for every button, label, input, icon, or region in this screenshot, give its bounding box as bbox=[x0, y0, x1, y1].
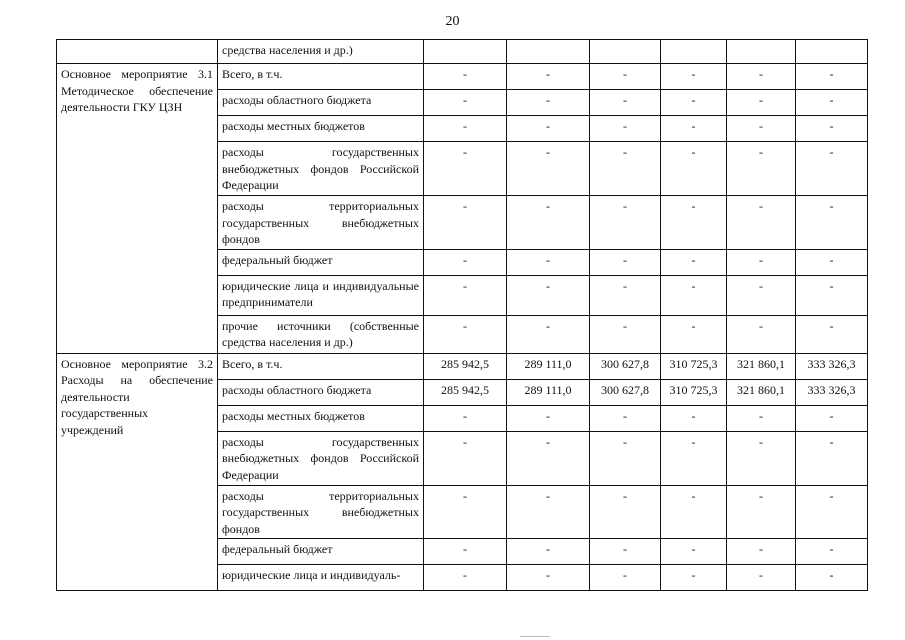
value-cell: - bbox=[590, 64, 661, 90]
funding-source-cell: расходы территориальных государственных внебюджетных фондов bbox=[218, 485, 424, 539]
value-cell: - bbox=[661, 249, 727, 275]
value-cell: 310 725,3 bbox=[661, 379, 727, 405]
value-cell: - bbox=[727, 405, 796, 431]
funding-source-cell: юридические лица и индивидуальные предприниматели bbox=[218, 275, 424, 315]
value-cell bbox=[727, 40, 796, 64]
value-cell: - bbox=[424, 539, 507, 565]
value-cell: - bbox=[507, 539, 590, 565]
budget-table bbox=[56, 39, 868, 591]
value-cell bbox=[796, 40, 868, 64]
value-cell: - bbox=[424, 565, 507, 591]
value-cell: - bbox=[424, 315, 507, 353]
value-cell: - bbox=[507, 315, 590, 353]
value-cell: - bbox=[796, 64, 868, 90]
value-cell bbox=[590, 40, 661, 64]
value-cell: - bbox=[661, 196, 727, 250]
value-cell: - bbox=[507, 142, 590, 196]
value-cell: - bbox=[727, 275, 796, 315]
value-cell: 310 725,3 bbox=[661, 353, 727, 379]
table-row bbox=[57, 353, 868, 379]
funding-source-cell: юридические лица и индивидуаль- bbox=[218, 565, 424, 591]
value-cell: - bbox=[661, 565, 727, 591]
value-cell: 289 111,0 bbox=[507, 379, 590, 405]
value-cell: - bbox=[424, 249, 507, 275]
funding-source-cell: Всего, в т.ч. bbox=[218, 353, 424, 379]
value-cell: - bbox=[424, 275, 507, 315]
value-cell: - bbox=[507, 275, 590, 315]
value-cell: - bbox=[661, 539, 727, 565]
value-cell: - bbox=[507, 431, 590, 485]
funding-source-cell: расходы территориальных государственных внебюджетных фондов bbox=[218, 196, 424, 250]
value-cell: - bbox=[661, 275, 727, 315]
funding-source-cell: расходы государственных внебюджетных фондов Российской Федерации bbox=[218, 142, 424, 196]
value-cell: - bbox=[507, 565, 590, 591]
value-cell: - bbox=[796, 196, 868, 250]
value-cell: - bbox=[661, 64, 727, 90]
value-cell: - bbox=[590, 315, 661, 353]
value-cell: - bbox=[424, 64, 507, 90]
value-cell: - bbox=[590, 539, 661, 565]
value-cell: 333 326,3 bbox=[796, 379, 868, 405]
value-cell: - bbox=[590, 249, 661, 275]
value-cell: - bbox=[796, 249, 868, 275]
value-cell: - bbox=[796, 539, 868, 565]
value-cell: - bbox=[727, 90, 796, 116]
value-cell: - bbox=[796, 142, 868, 196]
value-cell: - bbox=[727, 485, 796, 539]
value-cell: - bbox=[661, 431, 727, 485]
value-cell: 300 627,8 bbox=[590, 353, 661, 379]
value-cell: - bbox=[727, 249, 796, 275]
value-cell: - bbox=[590, 405, 661, 431]
value-cell: - bbox=[590, 142, 661, 196]
funding-source-cell: расходы государственных внебюджетных фондов Российской Федерации bbox=[218, 431, 424, 485]
funding-source-cell: прочие источники (собственные средства населения и др.) bbox=[218, 315, 424, 353]
value-cell: 285 942,5 bbox=[424, 379, 507, 405]
event-cell: Основное мероприятие 3.1 Методическое обеспечение деятельности ГКУ ЦЗН bbox=[57, 64, 218, 354]
value-cell: - bbox=[796, 275, 868, 315]
value-cell: - bbox=[424, 90, 507, 116]
value-cell bbox=[661, 40, 727, 64]
value-cell: - bbox=[727, 196, 796, 250]
value-cell: - bbox=[507, 64, 590, 90]
value-cell: - bbox=[424, 431, 507, 485]
value-cell: - bbox=[507, 485, 590, 539]
value-cell: - bbox=[661, 485, 727, 539]
funding-source-cell: расходы областного бюджета bbox=[218, 379, 424, 405]
value-cell: - bbox=[590, 90, 661, 116]
funding-source-cell: федеральный бюджет bbox=[218, 539, 424, 565]
value-cell: - bbox=[727, 539, 796, 565]
value-cell: 289 111,0 bbox=[507, 353, 590, 379]
value-cell: - bbox=[796, 116, 868, 142]
value-cell: - bbox=[727, 565, 796, 591]
value-cell: - bbox=[507, 116, 590, 142]
event-cell bbox=[57, 40, 218, 64]
value-cell: - bbox=[590, 196, 661, 250]
value-cell: - bbox=[727, 315, 796, 353]
value-cell: - bbox=[507, 90, 590, 116]
value-cell: - bbox=[424, 196, 507, 250]
value-cell bbox=[507, 40, 590, 64]
value-cell: - bbox=[796, 405, 868, 431]
value-cell: - bbox=[661, 116, 727, 142]
value-cell: 285 942,5 bbox=[424, 353, 507, 379]
value-cell: - bbox=[727, 64, 796, 90]
value-cell: - bbox=[590, 565, 661, 591]
value-cell: - bbox=[727, 431, 796, 485]
funding-source-cell: расходы областного бюджета bbox=[218, 90, 424, 116]
value-cell: - bbox=[507, 405, 590, 431]
value-cell: - bbox=[796, 565, 868, 591]
value-cell: - bbox=[727, 116, 796, 142]
value-cell: - bbox=[590, 431, 661, 485]
value-cell: - bbox=[661, 315, 727, 353]
value-cell: 321 860,1 bbox=[727, 379, 796, 405]
funding-source-cell: федеральный бюджет bbox=[218, 249, 424, 275]
value-cell: - bbox=[424, 142, 507, 196]
value-cell: - bbox=[590, 485, 661, 539]
value-cell: - bbox=[590, 116, 661, 142]
value-cell: - bbox=[661, 405, 727, 431]
value-cell: 333 326,3 bbox=[796, 353, 868, 379]
table-row bbox=[57, 64, 868, 90]
value-cell: - bbox=[661, 142, 727, 196]
value-cell: - bbox=[590, 275, 661, 315]
value-cell: - bbox=[796, 485, 868, 539]
scan-mark bbox=[520, 636, 550, 637]
value-cell: - bbox=[507, 196, 590, 250]
value-cell bbox=[424, 40, 507, 64]
value-cell: - bbox=[727, 142, 796, 196]
value-cell: - bbox=[424, 116, 507, 142]
funding-source-cell: расходы местных бюджетов bbox=[218, 116, 424, 142]
funding-source-cell: Всего, в т.ч. bbox=[218, 64, 424, 90]
value-cell: - bbox=[424, 485, 507, 539]
value-cell: - bbox=[424, 405, 507, 431]
value-cell: - bbox=[796, 431, 868, 485]
event-cell: Основное мероприятие 3.2 Расходы на обеспечение деятельности государственных учреждений bbox=[57, 353, 218, 591]
value-cell: 300 627,8 bbox=[590, 379, 661, 405]
value-cell: - bbox=[661, 90, 727, 116]
value-cell: - bbox=[796, 90, 868, 116]
value-cell: 321 860,1 bbox=[727, 353, 796, 379]
page-number: 20 bbox=[445, 14, 460, 29]
table-row bbox=[57, 40, 868, 64]
funding-source-cell: средства населения и др.) bbox=[218, 40, 424, 64]
value-cell: - bbox=[507, 249, 590, 275]
value-cell: - bbox=[796, 315, 868, 353]
funding-source-cell: расходы местных бюджетов bbox=[218, 405, 424, 431]
